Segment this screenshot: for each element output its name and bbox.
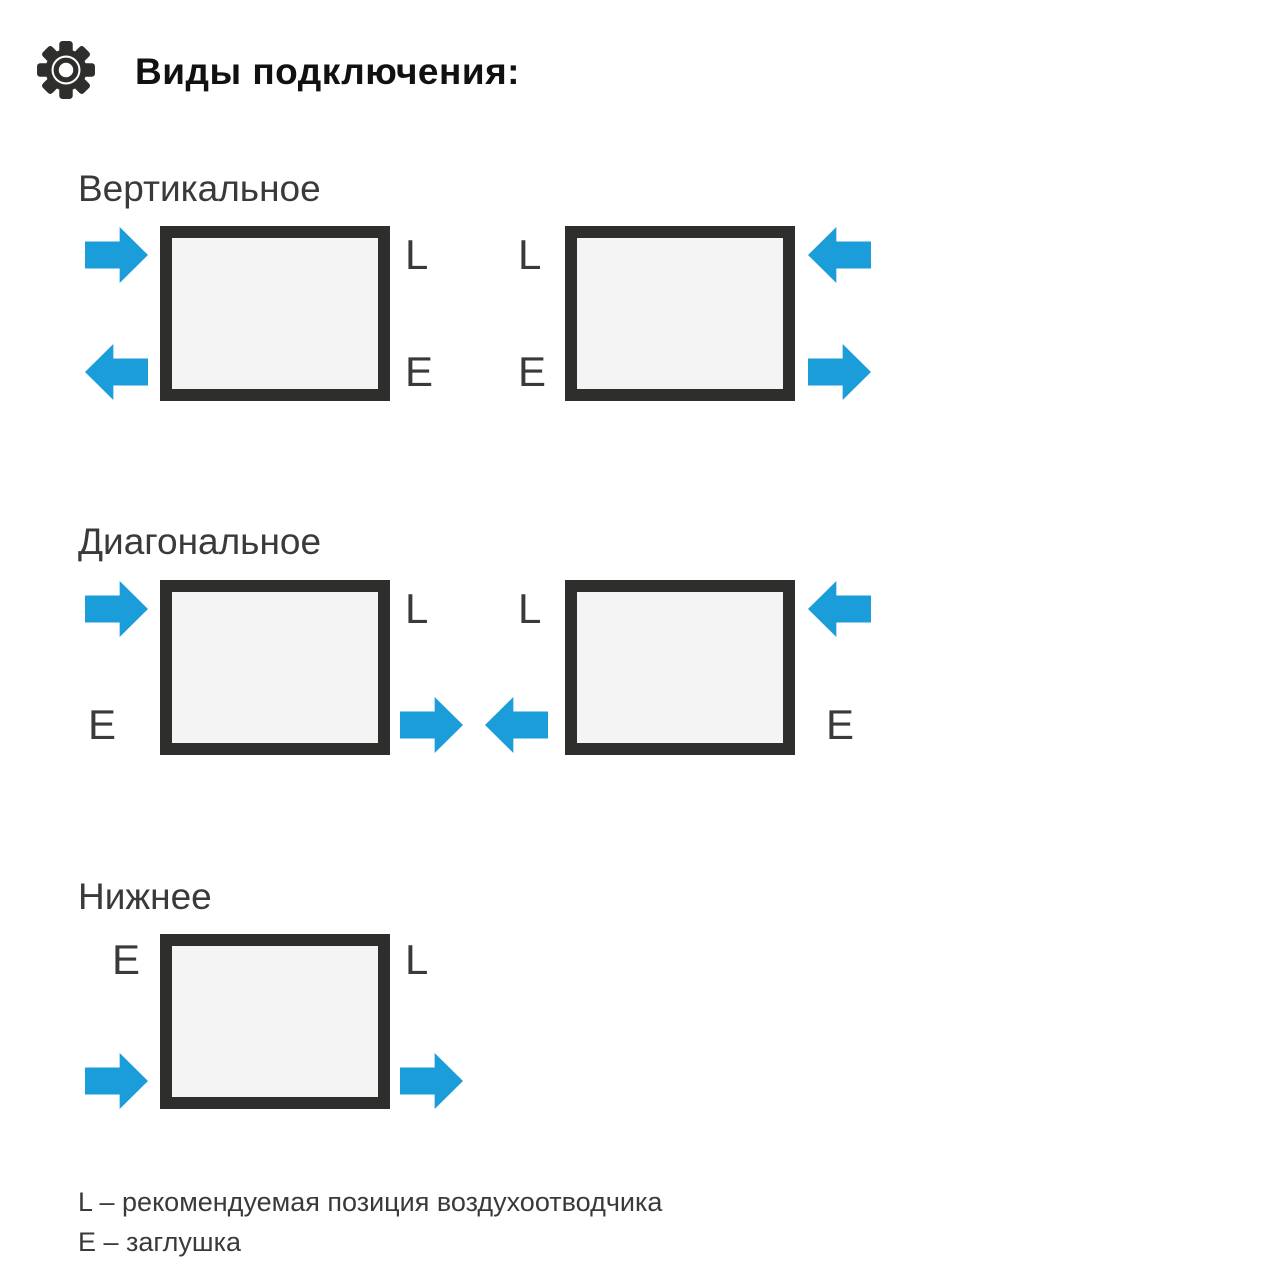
port-label-L: L [405, 231, 429, 278]
section-heading-diagonal: Диагональное [78, 521, 322, 562]
outlet-arrow-right-icon [808, 344, 871, 400]
port-label-E: E [826, 701, 855, 748]
port-label-E: E [405, 348, 434, 395]
outlet-arrow-left-icon [485, 697, 548, 753]
inlet-arrow-left-icon [808, 227, 871, 283]
radiator-box [565, 226, 795, 401]
page-title: Виды подключения: [135, 51, 521, 92]
port-label-L: L [405, 585, 429, 632]
port-label-L: L [518, 231, 542, 278]
gear-icon [36, 40, 96, 100]
inlet-arrow-left-icon [808, 581, 871, 637]
outlet-arrow-right-icon [400, 697, 463, 753]
outlet-arrow-left-icon [85, 344, 148, 400]
section-heading-bottom: Нижнее [78, 876, 212, 917]
radiator-box [160, 934, 390, 1109]
radiator-box [565, 580, 795, 755]
port-label-L: L [405, 936, 429, 983]
radiator-box [160, 580, 390, 755]
inlet-arrow-right-icon [85, 581, 148, 637]
port-label-E: E [518, 348, 547, 395]
legend-line-plug: E – заглушка [78, 1227, 242, 1257]
port-label-L: L [518, 585, 542, 632]
outlet-arrow-right-icon [400, 1053, 463, 1109]
legend-line-air-vent: L – рекомендуемая позиция воздухоотводчика [78, 1187, 663, 1217]
radiator-box [160, 226, 390, 401]
inlet-arrow-right-icon [85, 227, 148, 283]
port-label-E: E [112, 936, 141, 983]
port-label-E: E [88, 701, 117, 748]
section-heading-vertical: Вертикальное [78, 168, 321, 209]
inlet-arrow-right-icon [85, 1053, 148, 1109]
